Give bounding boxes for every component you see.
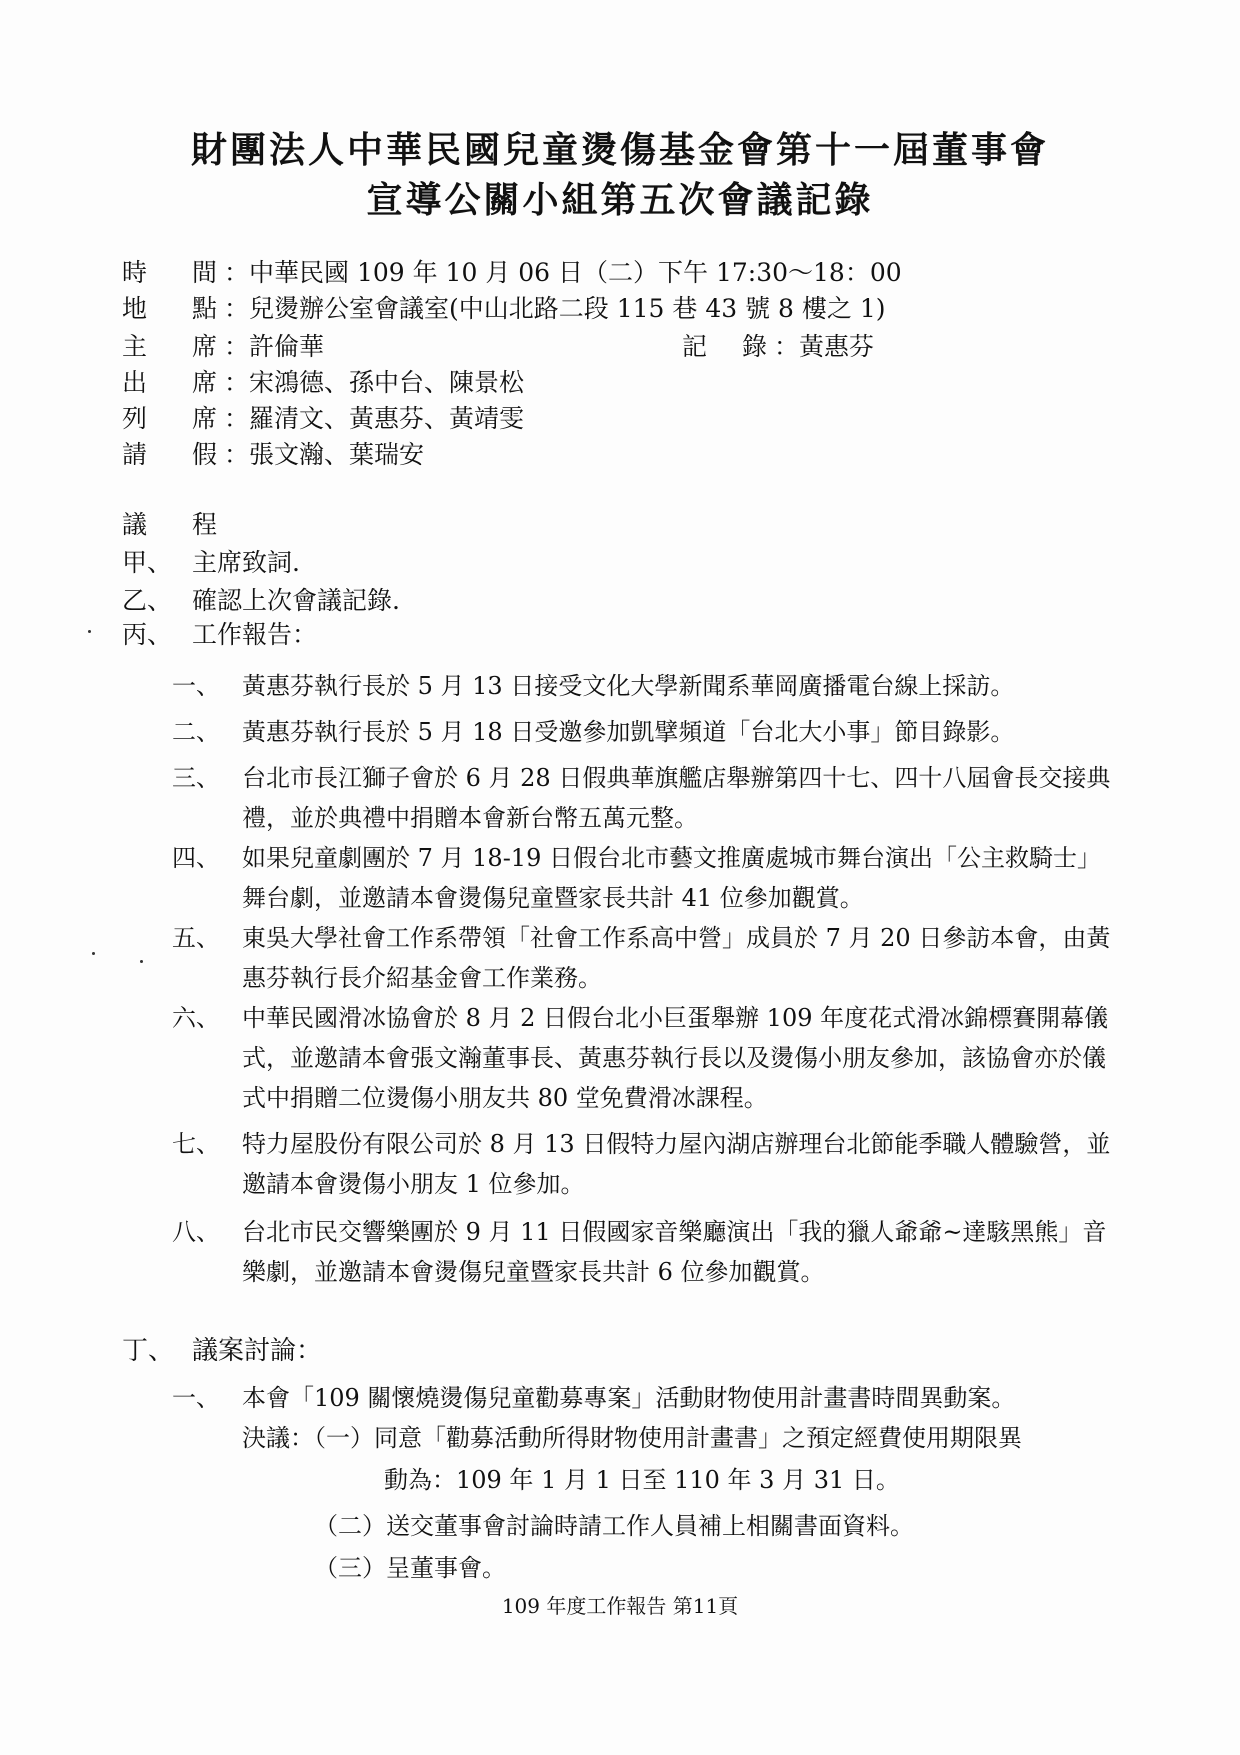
report-item xyxy=(172,998,1112,1118)
info-value: ：許倫華 xyxy=(224,332,325,361)
report-item xyxy=(172,712,1112,752)
report-item xyxy=(172,758,1112,838)
report-item xyxy=(172,1212,1112,1292)
agenda-text: 議案討論： xyxy=(192,1336,323,1366)
resolution-3 xyxy=(314,1548,506,1588)
info-label: 席 xyxy=(192,368,218,397)
report-text: 台北市長江獅子會於 6 月 28 日假典華旗艦店舉辦第四十七、四十八屆會長交接典禮，並於典禮中捐贈本會新台幣五萬元整。 xyxy=(242,764,1111,832)
info-label: 點 xyxy=(192,294,218,323)
resolution-number: （一） xyxy=(314,1424,374,1452)
resolution-2 xyxy=(314,1506,914,1546)
info-label: 出 xyxy=(122,368,148,397)
agenda-text: 確認上次會議記錄. xyxy=(192,586,400,615)
info-label: 時 xyxy=(122,258,148,287)
report-text: 台北市民交響樂團於 9 月 11 日假國家音樂廳演出「我的獵人爺爺~達駭黑熊」音樂劇，並邀請本會燙傷兒童暨家長共計 6 位參加觀賞。 xyxy=(242,1218,1107,1286)
scan-speck xyxy=(140,960,143,963)
agenda-mark: 丙、 xyxy=(122,620,173,649)
resolution-text: 動為：109 年 1 月 1 日至 110 年 3 月 31 日。 xyxy=(384,1466,900,1494)
info-recorder xyxy=(682,330,874,364)
info-label: 地 xyxy=(122,294,148,323)
info-leave xyxy=(122,438,424,472)
agenda-item-a xyxy=(122,546,300,580)
agenda-heading xyxy=(122,508,217,542)
discussion-item xyxy=(172,1378,1015,1418)
report-item xyxy=(172,1124,1112,1204)
report-text: 中華民國滑冰協會於 8 月 2 日假台北小巨蛋舉辦 109 年度花式滑冰錦標賽開幕儀式，並邀請本會張文瀚董事長、黃惠芬執行長以及燙傷小朋友參加，該協會亦於儀式中捐贈二位燙傷小朋友共 80 堂免費滑冰課程。 xyxy=(242,1004,1109,1112)
info-value: ：中華民國 109 年 10 月 06 日（二）下午 17:30～18：00 xyxy=(224,258,902,287)
info-label: 間 xyxy=(192,258,218,287)
report-item xyxy=(172,838,1112,918)
resolution-label: 決議： xyxy=(242,1424,314,1452)
resolution-1-cont xyxy=(384,1460,900,1500)
report-number: 八、 xyxy=(172,1218,220,1246)
agenda-item-c xyxy=(122,618,317,652)
resolution-text: 同意「勸募活動所得財物使用計畫書」之預定經費使用期限異 xyxy=(374,1424,1022,1452)
discussion-number: 一、 xyxy=(172,1384,220,1412)
document-title-line1: 財團法人中華民國兒童燙傷基金會第十一屆董事會 xyxy=(190,130,1049,171)
info-value: ：張文瀚、葉瑞安 xyxy=(224,440,425,469)
report-number: 五、 xyxy=(172,924,220,952)
agenda-item-d xyxy=(122,1334,322,1368)
agenda-mark: 乙、 xyxy=(122,586,173,615)
resolution-1 xyxy=(242,1418,1022,1458)
page-footer: 109 年度工作報告 第11頁 xyxy=(501,1594,739,1618)
resolution-number: （二） xyxy=(314,1512,386,1540)
info-label: 錄 xyxy=(742,332,768,361)
report-text: 如果兒童劇團於 7 月 18-19 日假台北市藝文推廣處城市舞台演出「公主救騎士」舞台劇，並邀請本會燙傷兒童暨家長共計 41 位參加觀賞。 xyxy=(242,844,1101,912)
info-observe xyxy=(122,402,524,436)
resolution-number: （三） xyxy=(314,1554,386,1582)
report-item xyxy=(172,666,1112,706)
document-title-line2: 宣導公關小組第五次會議記錄 xyxy=(366,180,874,221)
agenda-text: 工作報告： xyxy=(192,620,318,649)
info-label: 席 xyxy=(192,404,218,433)
resolution-text: 呈董事會。 xyxy=(386,1554,506,1582)
report-number: 四、 xyxy=(172,844,220,872)
info-label: 假 xyxy=(192,440,218,469)
report-number: 二、 xyxy=(172,718,220,746)
report-number: 六、 xyxy=(172,1004,220,1032)
agenda-mark: 甲、 xyxy=(122,548,173,577)
report-text: 黃惠芬執行長於 5 月 13 日接受文化大學新聞系華岡廣播電台線上採訪。 xyxy=(242,672,1015,700)
info-value: ：宋鴻德、孫中台、陳景松 xyxy=(224,368,525,397)
agenda-text: 主席致詞. xyxy=(192,548,300,577)
scan-speck xyxy=(92,952,95,955)
report-number: 三、 xyxy=(172,764,220,792)
info-label: 請 xyxy=(122,440,148,469)
agenda-mark: 丁、 xyxy=(122,1336,175,1366)
info-label: 主 xyxy=(122,332,148,361)
report-number: 七、 xyxy=(172,1130,220,1158)
report-text: 黃惠芬執行長於 5 月 18 日受邀參加凱擘頻道「台北大小事」節目錄影。 xyxy=(242,718,1015,746)
info-label: 席 xyxy=(192,332,218,361)
report-text: 特力屋股份有限公司於 8 月 13 日假特力屋內湖店辦理台北節能季職人體驗營，並邀請本會燙傷小朋友 1 位參加。 xyxy=(242,1130,1111,1198)
scan-speck xyxy=(88,630,91,633)
report-number: 一、 xyxy=(172,672,220,700)
info-attend xyxy=(122,366,524,400)
info-value: ：兒燙辦公室會議室(中山北路二段 115 巷 43 號 8 樓之 1) xyxy=(224,294,886,323)
info-value: ：黃惠芬 xyxy=(774,332,875,361)
resolution-text: 送交董事會討論時請工作人員補上相關書面資料。 xyxy=(386,1512,914,1540)
info-label: 記 xyxy=(682,332,708,361)
agenda-heading-char: 議 xyxy=(122,510,148,539)
discussion-text: 本會「109 關懷燒燙傷兒童勸募專案」活動財物使用計畫書時間異動案。 xyxy=(242,1384,1016,1412)
info-label: 列 xyxy=(122,404,148,433)
agenda-item-b xyxy=(122,584,400,618)
info-chair xyxy=(122,330,324,364)
report-text: 東吳大學社會工作系帶領「社會工作系高中營」成員於 7 月 20 日參訪本會，由黃惠芬執行長介紹基金會工作業務。 xyxy=(242,924,1111,992)
report-item xyxy=(172,918,1112,998)
agenda-heading-char: 程 xyxy=(192,510,218,539)
info-place xyxy=(122,292,885,326)
info-time xyxy=(122,256,902,290)
info-value: ：羅清文、黃惠芬、黃靖雯 xyxy=(224,404,525,433)
